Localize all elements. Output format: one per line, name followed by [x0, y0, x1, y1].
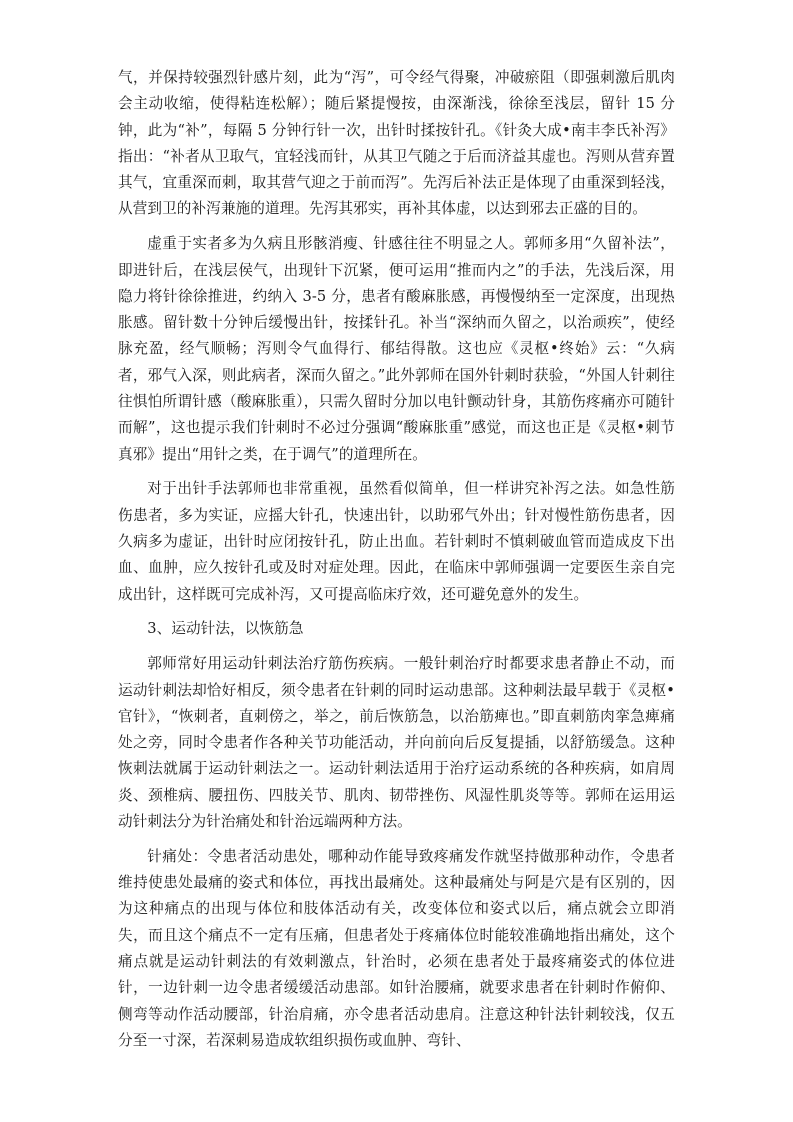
paragraph-needle-withdrawal: 对于出针手法郭师也非常重视，虽然看似简单，但一样讲究补泻之法。如急性筋伤患者，多为实证，应摇大针孔，快速出针，以助邪气外出；针对慢性筋伤患者，因久病多为虚证，出针时应闭按针孔，防止出血。若针刺时不慎刺破血管而造成皮下出血、血肿，应久按针孔或及时对症处理。因此，在临床中郭师强调一定要医生亲自完成出针，这样既可完成补泻，又可提高临床疗效，还可避免意外的发生。 — [118, 480, 675, 603]
paragraph-motion-needling: 郭师常好用运动针刺法治疗筋伤疾病。一般针刺治疗时都要求患者静止不动，而运动针刺法却恰好相反，须令患者在针刺的同时运动患部。这种刺法最早载于《灵枢•官针》，“恢刺者，直刺傍之，举之，前后恢筋急，以治筋痺也。”即直刺筋肉挛急痺痛处之旁，同时令患者作各种关节功能活动，并向前向后反复提插，以舒筋缓急。这种恢刺法就属于运动针刺法之一。运动针刺法适用于治疗运动系统的各种疾病，如肩周炎、颈椎病、腰扭伤、四肢关节、肌肉、韧带挫伤、风湿性肌炎等等。郭师在运用运动针刺法分为针治痛处和针治远端两种方法。 — [118, 655, 675, 831]
paragraph-continued: 气，并保持较强烈针感片刻，此为“泻”，可令经气得聚，冲破瘀阻（即强刺激后肌肉会主动收缩，使得粘连松解）；随后紧提慢按，由深渐浅，徐徐至浅层，留针 15 分钟，此为“补”，每隔 5 分钟行针一次，出针时揉按针孔。《针灸大成•南丰李氏补泻》指出：“补者从卫取气，宜轻浅而针，从其卫气随之于后而济益其虚也。泻则从营弃置其气，宜重深而刺，取其营气迎之于前而泻”。先泻后补法正是体现了由重深到轻浅，从营到卫的补泻兼施的道理。先泻其邪实，再补其体虚，以达到邪去正盛的目的。 — [118, 69, 675, 218]
paragraph-long-retention: 虚重于实者多为久病且形骸消瘦、针感往往不明显之人。郭师多用“久留补法”，即进针后，在浅层侯气，出现针下沉紧，便可运用“推而内之”的手法，先浅后深，用隐力将针徐徐推进，约纳入 3-5 分，患者有酸麻胀感，再慢慢纳至一定深度，出现热胀感。留针数十分钟后缓慢出针，按揉针孔。补当“深纳而久留之，以治顽疾”，使经脉充盈，经气顺畅；泻则令气血得行、郁结得散。这也应《灵枢•终始》云：“久病者，邪气入深，则此病者，深而久留之。”此外郭师在国外针刺时获验，“外国人针刺往往惧怕所谓针感（酸麻胀重），只需久留时分加以电针颤动针身，其筋伤疼痛亦可随针而解”，这也提示我们针刺时不必过分强调“酸麻胀重”感觉，而这也正是《灵枢•刺节真邪》提出“用针之类，在于调气”的道理所在。 — [118, 235, 675, 463]
section-heading: 3、运动针法，以恢筋急 — [147, 620, 304, 638]
paragraph-needle-pain-point: 针痛处：令患者活动患处，哪种动作能导致疼痛发作就坚持做那种动作，令患者维持使患处最痛的姿式和体位，再找出最痛处。这种最痛处与阿是穴是有区别的，因为这种痛点的出现与体位和肢体活动有关，改变体位和姿式以后，痛点就会立即消失，而且这个痛点不一定有压痛，但患者处于疼痛体位时能较准确地指出痛处，这个痛点就是运动针刺法的有效刺激点，针治时，必须在患者处于最疼痛姿式的体位进针，一边针刺一边令患者缓缓活动患部。如针治腰痛，就要求患者在针刺时作俯仰、侧弯等动作活动腰部，针治肩痛，亦令患者活动患肩。注意这种针法针刺较浅，仅五分至一寸深，若深刺易造成软组织损伤或血肿、弯针、 — [118, 847, 675, 1049]
